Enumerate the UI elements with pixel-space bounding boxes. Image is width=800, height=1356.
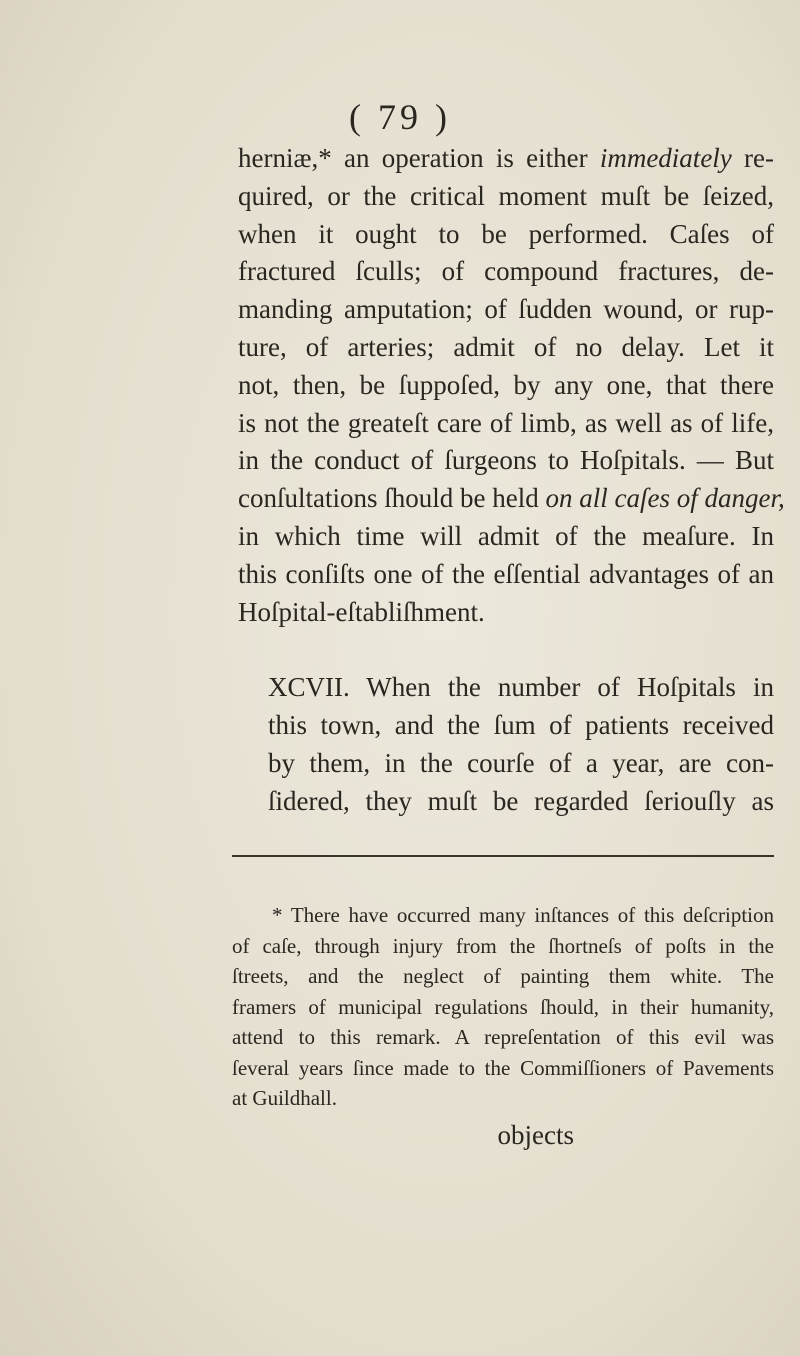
page-number: ( 79 ) — [349, 97, 451, 137]
footnote-line: * There have occurred many inſtances of this deſcription — [272, 903, 774, 927]
text-line: herniæ,* an operation is either immediately re- — [238, 143, 774, 173]
text-line: ture, of arteries; admit of no delay. Let it — [238, 331, 774, 362]
text-line: this town, and the ſum of patients received — [268, 710, 774, 741]
footnote-line: ſeveral years ſince made to the Commiſſioners of Pavements — [232, 1055, 774, 1080]
footnote-line: attend to this remark. A repreſentation of this evil was — [232, 1025, 774, 1049]
footnote-line: of caſe, through injury from the ſhortneſs of poſts in the — [232, 933, 774, 958]
text-line: by them, in the courſe of a year, are con- — [268, 747, 774, 778]
paragraph-1 — [238, 140, 785, 631]
text-line: manding amputation; of ſudden wound, or rup- — [238, 294, 774, 325]
text-line: is not the greateſt care of limb, as well as of life, — [238, 407, 774, 438]
text-line: Hoſpital-eſtabliſhment. — [238, 596, 485, 627]
text-line: ſidered, they muſt be regarded ſeriouſly as — [268, 785, 774, 816]
text-line: this conſiſts one of the eſſential advantages of an — [238, 558, 774, 589]
footnote — [232, 900, 774, 1114]
text-line: conſultations ſhould be held on all caſes of danger, — [238, 483, 785, 514]
main-text — [238, 140, 785, 821]
text-line: when it ought to be performed. Caſes of — [238, 218, 774, 249]
footnote-line: ſtreets, and the neglect of painting them white. The — [232, 964, 774, 988]
text-line: XCVII. When the number of Hoſpitals in — [268, 672, 774, 703]
text-line: fractured ſculls; of compound fractures, de- — [238, 256, 774, 287]
paragraph-2 — [238, 669, 774, 820]
text-line: quired, or the critical moment muſt be ſeized, — [238, 180, 774, 211]
text-line: in the conduct of ſurgeons to Hoſpitals. — But — [238, 445, 774, 476]
text-line: in which time will admit of the meaſure. In — [238, 520, 774, 551]
footnote-line: at Guildhall. — [232, 1086, 337, 1110]
text-line: not, then, be ſuppoſed, by any one, that there — [238, 369, 774, 400]
catchword: objects — [497, 1120, 574, 1150]
footnote-divider — [232, 855, 774, 857]
footnote-line: framers of municipal regulations ſhould, in their humanity, — [232, 994, 774, 1019]
